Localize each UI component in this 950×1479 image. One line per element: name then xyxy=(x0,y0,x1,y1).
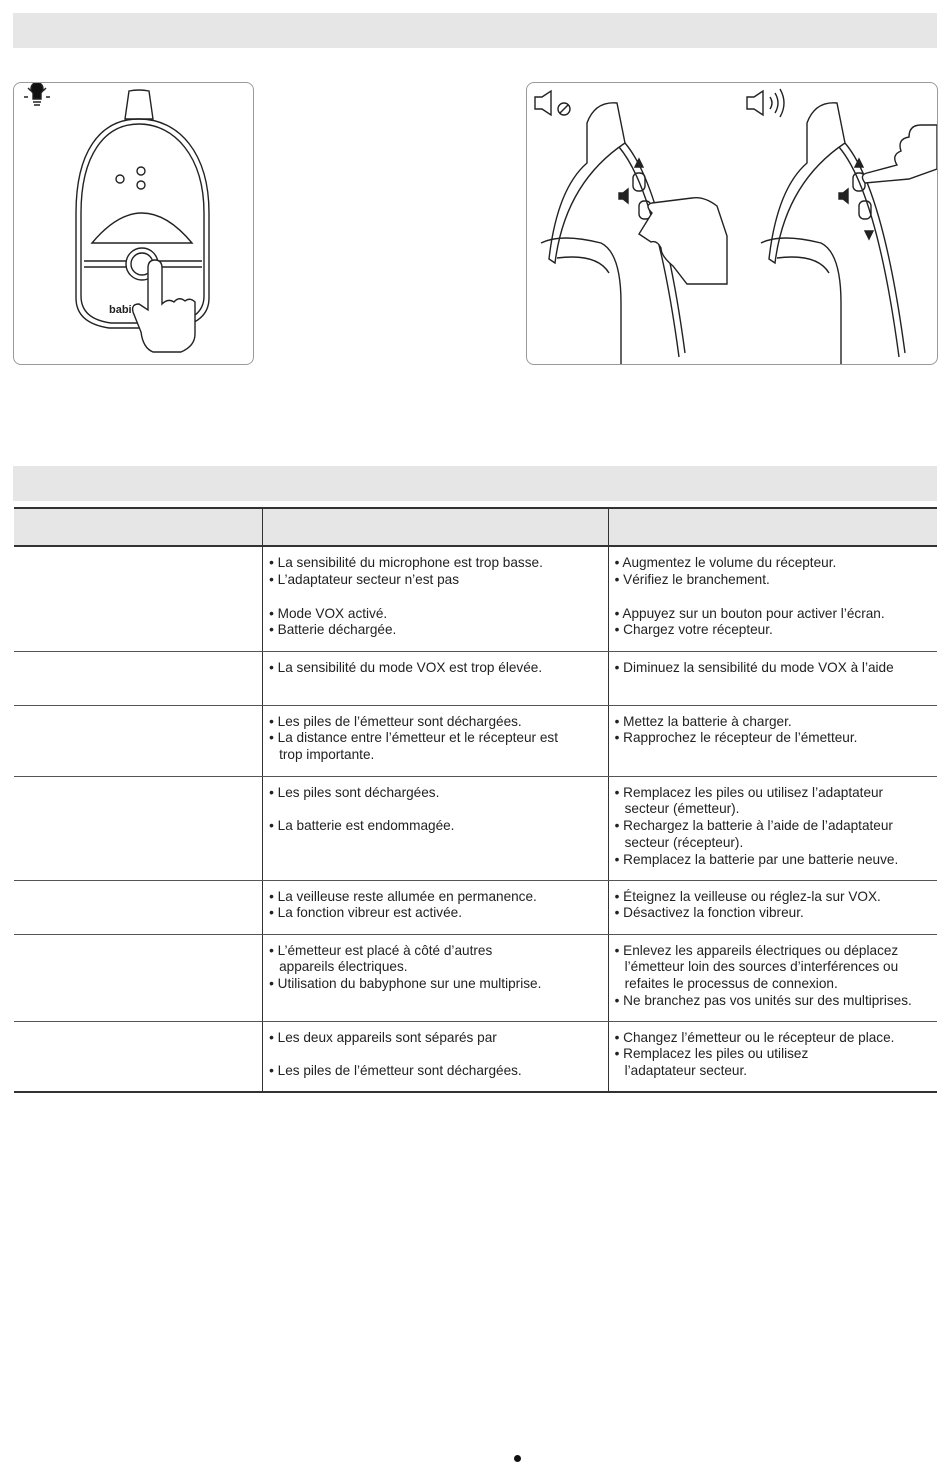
cause-line: trop importante. xyxy=(279,747,375,763)
solution-line: • Vérifiez le branchement. xyxy=(614,571,770,587)
solutions-cell xyxy=(608,880,937,934)
column-header xyxy=(608,508,937,546)
cause-line: • Utilisation du babyphone sur une multiprise. xyxy=(269,976,542,992)
table-header-row xyxy=(14,508,937,546)
night-light-icon xyxy=(24,83,50,105)
solution-line: • Mettez la batterie à charger. xyxy=(614,713,792,729)
solution-line: l’adaptateur secteur. xyxy=(624,1063,748,1079)
cause-line: • Les piles de l’émetteur sont déchargées. xyxy=(269,1063,522,1079)
solution-line: • Rechargez la batterie à l’aide de l’adaptateur xyxy=(614,818,893,834)
solution-line: • Enlevez les appareils électriques ou déplacez xyxy=(614,942,899,958)
causes-cell xyxy=(263,705,609,776)
pressing-finger xyxy=(133,260,195,352)
causes-cell xyxy=(263,1021,609,1092)
problem-cell xyxy=(14,934,263,1021)
solution-line: secteur (récepteur). xyxy=(624,834,744,850)
column-header xyxy=(263,508,609,546)
cause-line: • L’adaptateur secteur n’est pas xyxy=(269,571,460,587)
troubleshooting-header-bar xyxy=(13,466,937,501)
solution-line: • Remplacez les piles ou utilisez xyxy=(614,1046,809,1062)
problem-cell xyxy=(14,880,263,934)
solutions-cell xyxy=(608,934,937,1021)
cause-line: • L’émetteur est placé à côté d’autres xyxy=(269,942,493,958)
transmitter-body xyxy=(76,90,209,328)
cause-line: • La distance entre l’émetteur et le récepteur est xyxy=(269,730,558,746)
receiver-volume-illustration xyxy=(526,82,938,365)
cause-line: • Les piles de l’émetteur sont déchargées. xyxy=(269,713,522,729)
solution-line: • Appuyez sur un bouton pour activer l’écran. xyxy=(614,605,885,621)
solutions-cell xyxy=(608,776,937,880)
solution-line: • Remplacez la batterie par une batterie neuve. xyxy=(614,851,899,867)
brand-logo: babi xyxy=(109,304,132,316)
cause-line: • Les deux appareils sont séparés par xyxy=(269,1029,497,1045)
solutions-cell xyxy=(608,546,937,651)
speaker-muted-icon xyxy=(535,91,570,115)
section-header-bar xyxy=(13,13,937,48)
receiver-right xyxy=(761,103,937,364)
cause-line: • La fonction vibreur est activée. xyxy=(269,905,463,921)
solution-line: • Augmentez le volume du récepteur. xyxy=(614,555,837,570)
page-marker-dot xyxy=(514,1455,521,1462)
solution-line: • Remplacez les piles ou utilisez l’adaptateur xyxy=(614,784,884,800)
cause-line: • La batterie est endommagée. xyxy=(269,818,455,834)
solution-line: l’émetteur loin des sources d’interférences ou xyxy=(624,959,899,975)
table-row xyxy=(14,651,937,705)
cause-line: • Les piles sont déchargées. xyxy=(269,784,440,800)
table-row xyxy=(14,934,937,1021)
cause-line: appareils électriques. xyxy=(279,959,408,975)
problem-cell xyxy=(14,776,263,880)
solution-line: • Ne branchez pas vos unités sur des multiprises. xyxy=(614,992,912,1008)
solution-line: • Éteignez la veilleuse ou réglez-la sur VOX. xyxy=(614,888,881,904)
solution-line: • Diminuez la sensibilité du mode VOX à l’aide xyxy=(614,659,894,675)
column-header xyxy=(14,508,263,546)
problem-cell xyxy=(14,546,263,651)
cause-line: • Mode VOX activé. xyxy=(269,605,388,621)
troubleshooting-table xyxy=(14,507,937,1093)
transmitter-illustration xyxy=(13,82,254,365)
table-row xyxy=(14,546,937,651)
causes-cell xyxy=(263,934,609,1021)
causes-cell xyxy=(263,651,609,705)
cause-line: • La veilleuse reste allumée en permanence. xyxy=(269,888,537,904)
solution-line: • Chargez votre récepteur. xyxy=(614,622,773,638)
table-row xyxy=(14,1021,937,1092)
speaker-loud-icon xyxy=(747,89,784,117)
causes-cell xyxy=(263,880,609,934)
table-row xyxy=(14,705,937,776)
solution-line: secteur (émetteur). xyxy=(624,801,740,817)
cause-line xyxy=(269,1046,602,1063)
cause-line: • La sensibilité du microphone est trop basse. xyxy=(269,555,543,570)
cause-line: • La sensibilité du mode VOX est trop élevée. xyxy=(269,659,543,675)
problem-cell xyxy=(14,651,263,705)
solutions-cell xyxy=(608,651,937,705)
solution-line: • Changez l’émetteur ou le récepteur de place. xyxy=(614,1029,895,1045)
solutions-cell xyxy=(608,705,937,776)
table-row xyxy=(14,880,937,934)
solution-line xyxy=(615,589,931,606)
receiver-left xyxy=(541,103,727,364)
cause-line: • Batterie déchargée. xyxy=(269,622,397,638)
solution-line: • Rapprochez le récepteur de l’émetteur. xyxy=(614,730,858,746)
problem-cell xyxy=(14,705,263,776)
causes-cell xyxy=(263,776,609,880)
problem-cell xyxy=(14,1021,263,1092)
table-row xyxy=(14,776,937,880)
cause-line xyxy=(269,589,602,606)
solution-line: refaites le processus de connexion. xyxy=(624,976,838,992)
causes-cell xyxy=(263,546,609,651)
cause-line xyxy=(269,801,602,818)
solutions-cell xyxy=(608,1021,937,1092)
solution-line: • Désactivez la fonction vibreur. xyxy=(614,905,804,921)
